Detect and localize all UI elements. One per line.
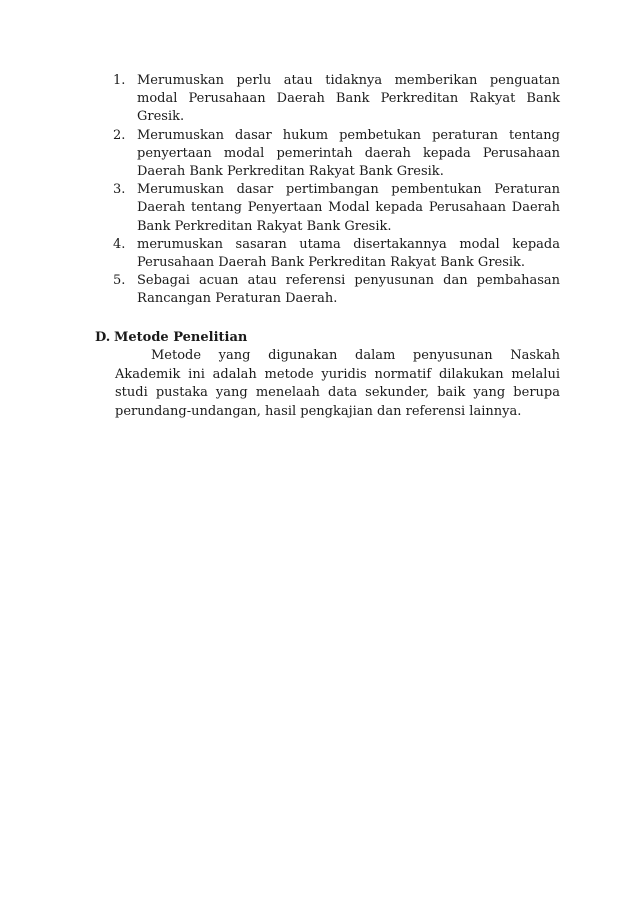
list-item	[110, 181, 560, 236]
list-item-text: merumuskan sasaran utama disertakannya modal kepada Perusahaan Daerah Bank Perkreditan Rakyat Bank Gresik.	[137, 236, 560, 271]
list-item-number: 4.	[113, 236, 126, 252]
list-item-number: 1.	[113, 73, 126, 88]
section-title: Metode Penelitian	[114, 330, 248, 345]
section-body-paragraph: Metode yang digunakan dalam penyusunan Naskah Akademik ini adalah metode yuridis normatif dilakukan melalui studi pustaka yang menelaah data sekunder, baik yang berupa perundang-undangan, hasil pengkajian dan referensi lainnya.	[115, 348, 560, 419]
list-item	[110, 127, 560, 182]
list-item-text: Merumuskan dasar pertimbangan pembentukan Peraturan Daerah tentang Penyertaan Modal kepada Perusahaan Daerah Bank Perkreditan Rakyat Bank Gresik.	[137, 182, 560, 234]
list-item-number: 2.	[113, 127, 126, 143]
list-item-number: 5.	[113, 273, 126, 289]
list-item-number: 3.	[113, 182, 126, 198]
list-item-text: Sebagai acuan atau referensi penyusunan dan pembahasan Rancangan Peraturan Daerah.	[137, 273, 560, 307]
section-heading	[95, 329, 247, 347]
list-item-text: Merumuskan dasar hukum pembetukan peraturan tentang penyertaan modal pemerintah daerah kepada Perusahaan Daerah Bank Perkreditan Rakyat Bank Gresik.	[137, 127, 560, 180]
list-item	[110, 236, 560, 272]
section-letter: D.	[95, 330, 111, 345]
objectives-list	[110, 72, 560, 309]
list-item	[110, 272, 560, 308]
list-item-text: Merumuskan perlu atau tidaknya memberikan penguatan modal Perusahaan Daerah Bank Perkreditan Rakyat Bank Gresik.	[137, 73, 560, 125]
list-item	[110, 72, 560, 127]
